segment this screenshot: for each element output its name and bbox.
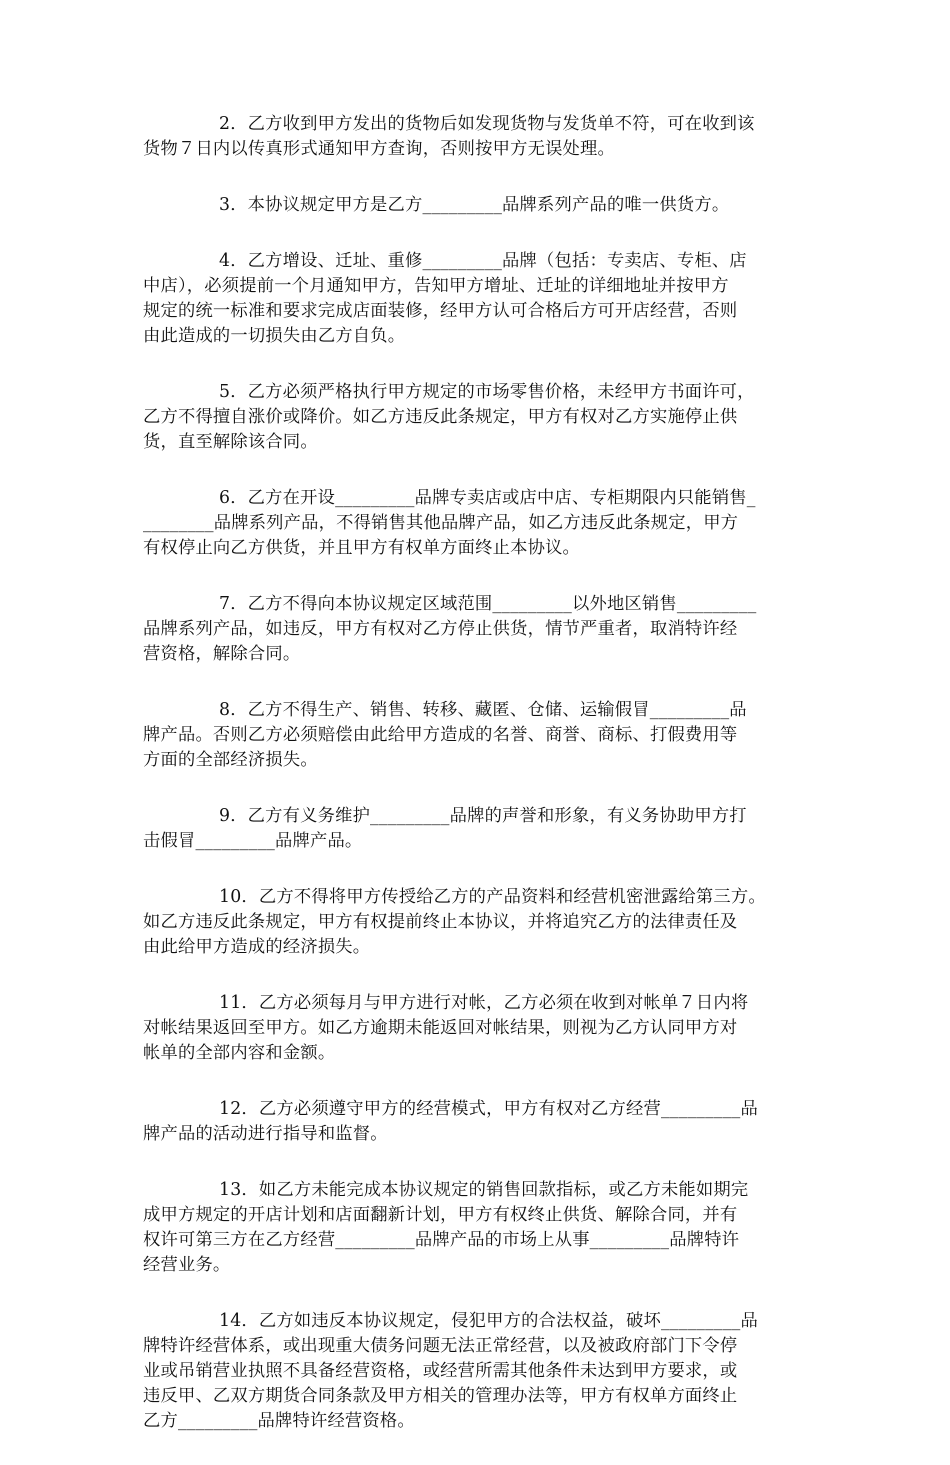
clause-paragraph bbox=[143, 486, 808, 561]
clause-line: 由此给甲方造成的经济损失。 bbox=[143, 937, 371, 957]
clause-line: 有权停止向乙方供货，并且甲方有权单方面终止本协议。 bbox=[143, 538, 581, 558]
clause-line: 10．乙方不得将甲方传授给乙方的产品资料和经营机密泄露给第三方。 bbox=[219, 887, 766, 907]
clause-line: 乙方不得擅自涨价或降价。如乙方违反此条规定，甲方有权对乙方实施停止供 bbox=[143, 407, 738, 427]
clause-line: 牌产品的活动进行指导和监督。 bbox=[143, 1124, 388, 1144]
clause-line: 货物７日内以传真形式通知甲方查询，否则按甲方无误处理。 bbox=[143, 139, 615, 159]
clause-line: 违反甲、乙双方期货合同条款及甲方相关的管理办法等，甲方有权单方面终止 bbox=[143, 1386, 738, 1406]
clause-paragraph bbox=[143, 804, 808, 854]
clause-line: 营资格，解除合同。 bbox=[143, 644, 301, 664]
clause-line: 方面的全部经济损失。 bbox=[143, 750, 318, 770]
clause-line: 对帐结果返回至甲方。如乙方逾期未能返回对帐结果，则视为乙方认同甲方对 bbox=[143, 1018, 738, 1038]
clause-line: 13．如乙方未能完成本协议规定的销售回款指标，或乙方未能如期完 bbox=[219, 1180, 749, 1200]
clause-line: 规定的统一标准和要求完成店面装修，经甲方认可合格后方可开店经营，否则 bbox=[143, 301, 738, 321]
clause-paragraph bbox=[143, 698, 808, 773]
contract-page bbox=[143, 112, 808, 1465]
clause-line: 11．乙方必须每月与甲方进行对帐，乙方必须在收到对帐单７日内将 bbox=[219, 993, 749, 1013]
clause-paragraph bbox=[143, 380, 808, 455]
clause-line: 经营业务。 bbox=[143, 1255, 231, 1275]
clause-line: 牌特许经营体系，或出现重大债务问题无法正常经营，以及被政府部门下令停 bbox=[143, 1336, 738, 1356]
clause-line: 2．乙方收到甲方发出的货物后如发现货物与发货单不符，可在收到该 bbox=[219, 114, 755, 134]
clause-paragraph bbox=[143, 193, 808, 218]
clause-paragraph bbox=[143, 1309, 808, 1434]
clause-line: 由此造成的一切损失由乙方自负。 bbox=[143, 326, 406, 346]
clause-line: 牌产品。否则乙方必须赔偿由此给甲方造成的名誉、商誉、商标、打假费用等 bbox=[143, 725, 738, 745]
clause-line: 8．乙方不得生产、销售、转移、藏匿、仓储、运输假冒_________品 bbox=[219, 700, 747, 720]
clause-paragraph bbox=[143, 885, 808, 960]
clause-line: 货，直至解除该合同。 bbox=[143, 432, 318, 452]
clause-line: 帐单的全部内容和金额。 bbox=[143, 1043, 336, 1063]
clause-line: 成甲方规定的开店计划和店面翻新计划，甲方有权终止供货、解除合同，并有 bbox=[143, 1205, 738, 1225]
clause-paragraph bbox=[143, 1097, 808, 1147]
clause-line: ________品牌系列产品，不得销售其他品牌产品，如乙方违反此条规定，甲方 bbox=[143, 513, 739, 533]
clause-paragraph bbox=[143, 1178, 808, 1278]
clause-line: 14．乙方如违反本协议规定，侵犯甲方的合法权益，破坏_________品 bbox=[219, 1311, 758, 1331]
clause-line: 5．乙方必须严格执行甲方规定的市场零售价格，未经甲方书面许可， bbox=[219, 382, 755, 402]
clause-line: 如乙方违反此条规定，甲方有权提前终止本协议，并将追究乙方的法律责任及 bbox=[143, 912, 738, 932]
clause-line: 12．乙方必须遵守甲方的经营模式，甲方有权对乙方经营_________品 bbox=[219, 1099, 758, 1119]
clause-line: 击假冒_________品牌产品。 bbox=[143, 831, 363, 851]
clause-line: 中店），必须提前一个月通知甲方，告知甲方增址、迁址的详细地址并按甲方 bbox=[143, 276, 729, 296]
clause-line: 4．乙方增设、迁址、重修_________品牌（包括：专卖店、专柜、店 bbox=[219, 251, 747, 271]
clause-line: 3．本协议规定甲方是乙方_________品牌系列产品的唯一供货方。 bbox=[219, 195, 730, 215]
clause-line: 权许可第三方在乙方经营_________品牌产品的市场上从事_________品牌特许 bbox=[143, 1230, 740, 1250]
clause-line: 7．乙方不得向本协议规定区域范围_________以外地区销售_________ bbox=[219, 594, 757, 614]
clause-paragraph bbox=[143, 991, 808, 1066]
clause-paragraph bbox=[143, 249, 808, 349]
clause-line: 业或吊销营业执照不具备经营资格，或经营所需其他条件未达到甲方要求，或 bbox=[143, 1361, 738, 1381]
clause-line: 6．乙方在开设_________品牌专卖店或店中店、专柜期限内只能销售_ bbox=[219, 488, 756, 508]
clause-paragraph bbox=[143, 112, 808, 162]
clause-line: 品牌系列产品，如违反，甲方有权对乙方停止供货，情节严重者，取消特许经 bbox=[143, 619, 738, 639]
clause-line: 9．乙方有义务维护_________品牌的声誉和形象，有义务协助甲方打 bbox=[219, 806, 747, 826]
clause-line: 乙方_________品牌特许经营资格。 bbox=[143, 1411, 415, 1431]
clause-paragraph bbox=[143, 592, 808, 667]
